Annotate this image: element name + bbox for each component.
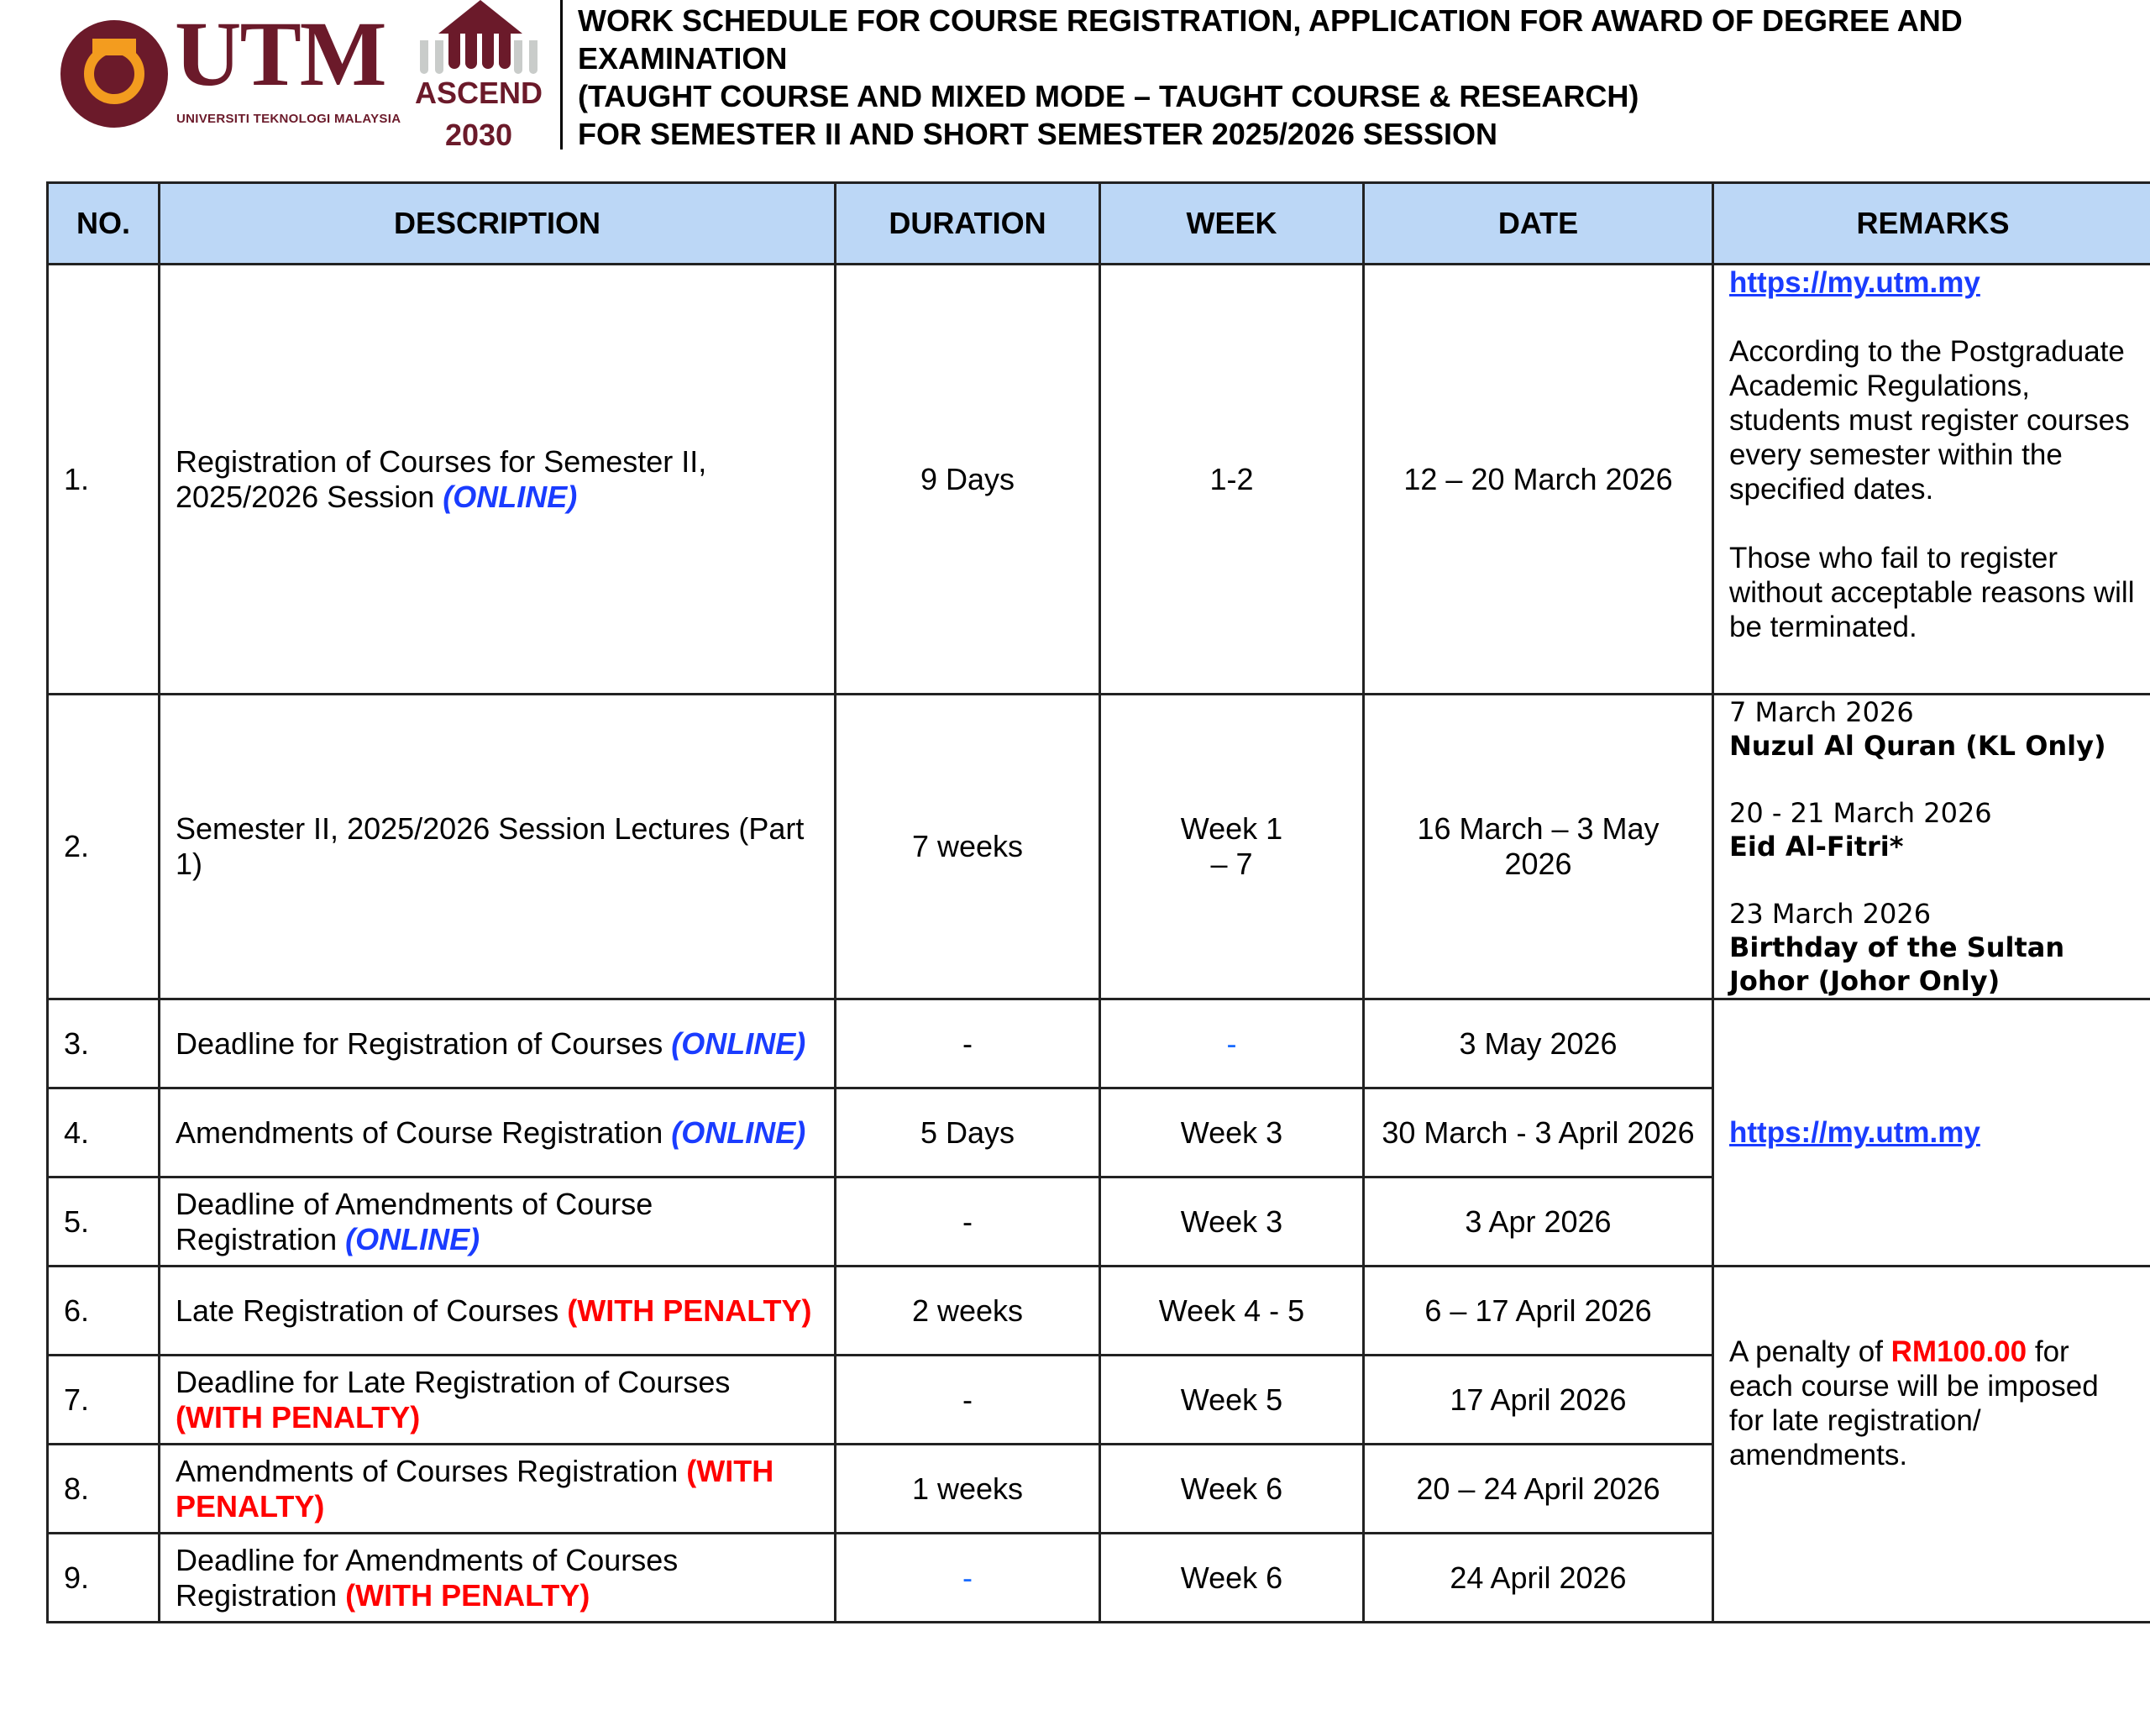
row-week: - <box>1100 999 1364 1088</box>
online-tag: (ONLINE) <box>671 1115 806 1150</box>
myutm-link[interactable]: https://my.utm.my <box>1729 266 1980 299</box>
row-week: Week 6 <box>1100 1445 1364 1534</box>
row-description <box>160 265 836 695</box>
remarks-penalty-cell: A penalty of RM100.00 for each course will be imposed for late registration/ amendments. <box>1713 1267 2150 1623</box>
row-number: 5. <box>48 1177 160 1267</box>
description-text: Deadline for Registration of Courses <box>176 1025 672 1061</box>
row-number: 9. <box>48 1534 160 1623</box>
row-duration: 1 weeks <box>836 1445 1100 1534</box>
row-week: Week 3 <box>1100 1177 1364 1267</box>
remarks-termination-text: Those who fail to register without acceptable reasons will be terminated. <box>1729 542 2135 643</box>
description-text: Amendments of Courses Registration <box>176 1453 687 1488</box>
row-duration: - <box>836 999 1100 1088</box>
table-header-row <box>48 183 2150 265</box>
penalty-amount: RM100.00 <box>1890 1335 2027 1368</box>
description-text: Registration of Courses for Semester II, 2025/2026 Session <box>176 443 707 514</box>
row-date: 3 May 2026 <box>1364 999 1713 1088</box>
description-text: Late Registration of Courses <box>176 1293 568 1328</box>
table-row <box>48 695 2150 999</box>
row-description <box>160 1445 836 1534</box>
row-duration: 5 Days <box>836 1088 1100 1177</box>
row-duration: - <box>836 1356 1100 1445</box>
row-duration: - <box>836 1177 1100 1267</box>
row-week: Week 6 <box>1100 1534 1364 1623</box>
row-description <box>160 999 836 1088</box>
description-text: Deadline for Late Registration of Courses <box>176 1364 731 1399</box>
row-date: 17 April 2026 <box>1364 1356 1713 1445</box>
row-date: 20 – 24 April 2026 <box>1364 1445 1713 1534</box>
row-duration: 9 Days <box>836 265 1100 695</box>
utm-logo-subtitle: UNIVERSITI TEKNOLOGI MALAYSIA <box>176 112 401 126</box>
document-title: WORK SCHEDULE FOR COURSE REGISTRATION, APPLICATION FOR AWARD OF DEGREE AND EXAMINATION (TAUGHT COURSE AND MIXED MODE – TAUGHT COURSE & RESEARCH) FOR SEMESTER II AND SHORT SEMESTER 2025/2026 SESSION <box>578 3 1963 151</box>
holiday-item <box>1729 897 2137 998</box>
schedule-table <box>46 181 2150 1623</box>
penalty-tag: (WITH PENALTY) <box>176 1399 421 1434</box>
holiday-name: Nuzul Al Quran (KL Only) <box>1729 730 2106 762</box>
description-text: Deadline for Amendments of Courses Registration <box>176 1542 679 1613</box>
row-week: Week 5 <box>1100 1356 1364 1445</box>
myutm-link[interactable]: https://my.utm.my <box>1729 1116 1980 1149</box>
utm-logo-text: UTM <box>175 3 385 105</box>
row-date: 16 March – 3 May 2026 <box>1364 695 1713 999</box>
penalty-tag: (WITH PENALTY) <box>176 1453 774 1524</box>
row-date: 3 Apr 2026 <box>1364 1177 1713 1267</box>
col-header-week: WEEK <box>1100 183 1364 265</box>
holiday-date: 7 March 2026 <box>1729 696 1914 728</box>
col-header-no: NO. <box>48 183 160 265</box>
holiday-item <box>1729 695 2137 763</box>
row-number: 4. <box>48 1088 160 1177</box>
row-week: Week 3 <box>1100 1088 1364 1177</box>
remarks-regulation-text: According to the Postgraduate Academic Regulations, students must register courses every semester within the specified dates. <box>1729 335 2130 506</box>
row-number: 2. <box>48 695 160 999</box>
description-text: Semester II, 2025/2026 Session Lectures (Part 1) <box>176 811 805 881</box>
holiday-item <box>1729 796 2137 863</box>
row-description <box>160 1356 836 1445</box>
row-duration: 7 weeks <box>836 695 1100 999</box>
col-header-date: DATE <box>1364 183 1713 265</box>
row-duration: - <box>836 1534 1100 1623</box>
online-tag: (ONLINE) <box>671 1025 806 1061</box>
col-header-duration: DURATION <box>836 183 1100 265</box>
description-text: Amendments of Course Registration <box>176 1115 672 1150</box>
row-description <box>160 1088 836 1177</box>
online-tag: (ONLINE) <box>443 479 578 514</box>
document-header <box>0 0 2150 168</box>
description-text: Deadline of Amendments of Course Registration <box>176 1186 653 1256</box>
row-number: 8. <box>48 1445 160 1534</box>
row-duration: 2 weeks <box>836 1267 1100 1356</box>
remarks-online-cell <box>1713 999 2150 1267</box>
row-date: 6 – 17 April 2026 <box>1364 1267 1713 1356</box>
holiday-date: 20 - 21 March 2026 <box>1729 797 1992 829</box>
row-description <box>160 1267 836 1356</box>
row-description <box>160 1177 836 1267</box>
row-description <box>160 695 836 999</box>
row-week: Week 1 – 7 <box>1100 695 1364 999</box>
header-divider <box>560 0 563 149</box>
row-number: 3. <box>48 999 160 1088</box>
row-number: 6. <box>48 1267 160 1356</box>
holiday-name: Birthday of the Sultan Johor (Johor Only) <box>1729 931 2065 997</box>
table-row <box>48 1267 2150 1356</box>
ascend-2030-logo: ASCEND 2030 <box>412 0 546 160</box>
online-tag: (ONLINE) <box>345 1221 480 1256</box>
table-row <box>48 999 2150 1088</box>
row-week: Week 4 - 5 <box>1100 1267 1364 1356</box>
row-number: 7. <box>48 1356 160 1445</box>
remarks-holidays-cell <box>1713 695 2150 999</box>
row-date: 12 – 20 March 2026 <box>1364 265 1713 695</box>
row-number: 1. <box>48 265 160 695</box>
holiday-date: 23 March 2026 <box>1729 898 1932 930</box>
table-row <box>48 265 2150 695</box>
penalty-tag: (WITH PENALTY) <box>345 1577 590 1613</box>
remarks-cell <box>1713 265 2150 695</box>
row-date: 24 April 2026 <box>1364 1534 1713 1623</box>
row-date: 30 March - 3 April 2026 <box>1364 1088 1713 1177</box>
row-week: 1-2 <box>1100 265 1364 695</box>
col-header-remarks: REMARKS <box>1713 183 2150 265</box>
holiday-name: Eid Al-Fitri* <box>1729 831 1904 863</box>
utm-seal-logo <box>60 20 168 128</box>
col-header-description: DESCRIPTION <box>160 183 836 265</box>
row-description <box>160 1534 836 1623</box>
penalty-tag: (WITH PENALTY) <box>567 1293 812 1328</box>
